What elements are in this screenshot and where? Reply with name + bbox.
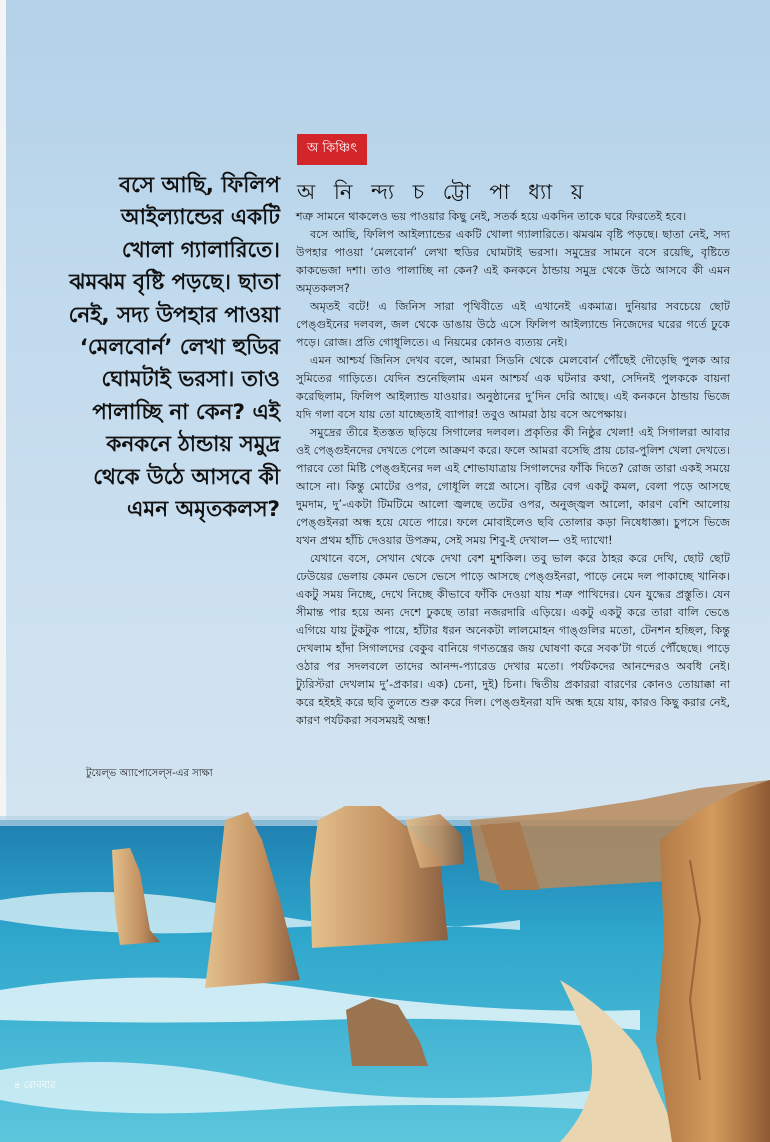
article-paragraph: সমুদ্রের তীরে ইতস্তত ছড়িয়ে সিগালের দলবল। প্রকৃতির কী নিষ্ঠুর খেলা! এই সিগালরা আবার ওই পেঙ্গুইনদের দেখতে পেলে আক্রমণ করে। ফলে আমরা বসেছি প্রায় চোর-পুলিশ খেলা দেখতে। পারবে তো মিষ্টি পেঙ্গুইনের দল এই শোভাযাত্রায় সিগালদের ফাঁকি দিতে? রোজ তারা একই সময়ে আসে না। কিন্তু মোটের ওপর, গোধূলি লগ্নে আসে। বৃষ্টির বেগ একটু কমল, বেলা পড়ে আসছে দুমদাম, দু’-একটা টিমটিমে আলো জ্বলছে তটের ওপর, অনুজ্জ্বল আলো, কারণ বেশি আলোয় পেঙ্গুইনরা অন্ধ হয়ে যেতে পারে। ফলে মোবাইলেও ছবি তোলার কড়া নিষেধাজ্ঞা। চুপসে ভিজে যখন প্রথম হাঁচি দেওয়ার উপক্রম, সেই সময় শিবু-ই দেখাল— ওই দ্যাখো! — [296, 426, 730, 547]
article-paragraph: বসে আছি, ফিলিপ আইল্যান্ডের একটি খোলা গ্যালারিতে। ঝমঝম বৃষ্টি পড়ছে। ছাতা নেই, সদ্য উপহার পাওয়া ‘মেলবোর্ন’ লেখা হুডির ঘোমটাই ভরসা। সমুদ্রের সামনে বসে রয়েছি, বৃষ্টিতে কাকভেজা দশা। তাও পালাচ্ছি না কেন? এই কনকনে ঠান্ডায় সমুদ্র থেকে উঠে আসবে কী এমন অমৃতকলস? — [296, 228, 730, 295]
coastline-photo — [0, 780, 770, 1142]
article-paragraph: শত্রু সামনে থাকলেও ভয় পাওয়ার কিছু নেই, সতর্ক হয়ে একদিন তাকে ঘরে ফিরতেই হবে। — [296, 210, 687, 223]
author-byline: অ নি ন্দ্য চ ট্টো পা ধ্যা য় — [297, 180, 590, 204]
article-paragraph: যেখানে বসে, সেখান থেকে দেখা বেশ মুশকিল। তবু ভাল করে ঠাহর করে দেখি, ছোট ছোট ঢেউয়ের ভেলায় কেমন ভেসে ভেসে পাড়ে আসছে পেঙ্গুইনরা, পাড়ে নেমে দল পাকাচ্ছে খানিক। একটু সময় নিচ্ছে, দেখে নিচ্ছে কীভাবে ফাঁকি দেওয়া যায় শত্রু পাখিদের। যেন যুদ্ধের প্রস্তুতি। যেন সীমান্ত পার হয়ে অন্য দেশে ঢুকছে তারা নজরদারি এড়িয়ে। একটু একটু করে তারা বালি ভেঙে এগিয়ে যায় টুকটুক পায়ে, হাঁটার ধরন অনেকটা লালমোহন গাঙ্গুলির মতো, টেনশন হচ্ছিল, কিন্তু দেখলাম হাঁদা সিগালদের বেকুব বানিয়ে গণতন্ত্রের জয় ঘোষণা করে সবক’টা গর্তে পৌঁছেছে। পাড়ে ওঠার পর সদলবলে তাদের আনন্দ-প্যারেড দেখার মতো। পর্যটকদের আনন্দেরও অবধি নেই। ট্যুরিস্টরা দেখলাম দু’-প্রকার। এক) চেনা, দুই) চিনা। দ্বিতীয় প্রকাররা বারণের কোনও তোয়াক্কা না করে হইহই করে ছবি তুলতে শুরু করে দিল। পেঙ্গুইনরা যদি অন্ধ হয়ে যায়, কারও কিছু করার নেই, কারণ পর্যটকরা সবসময়ই অন্ধ! — [296, 552, 730, 727]
photo-caption: টুয়েল্‌ভ অ্যাপোসেল্‌স-এর সাক্ষা — [86, 768, 213, 779]
article-paragraph: এমন আশ্চর্য জিনিস দেখব বলে, আমরা সিডনি থেকে মেলবোর্ন পৌঁছেই দৌড়েছি পুলক আর সুমিতের গাড়িতে। যেদিন শুনেছিলাম এমন আশ্চর্য এক ঘটনার কথা, সেদিনই পুলককে বায়না করেছিলাম, ফিলিপ আইল্যান্ড যাওয়ার। অনুষ্ঠানের দু’দিন দেরি আছে। এই কনকনে ঠান্ডায় ভিজে যদি গলা বসে যায় তো যাচ্ছেতাই ব্যাপার! তবুও আমরা ঠায় বসে অপেক্ষায়। — [296, 354, 730, 421]
page-folio: ৪ রোববার — [14, 1080, 56, 1091]
article-body — [296, 208, 730, 730]
section-tag: অ কিঞ্চিৎ — [297, 134, 367, 165]
article-paragraph: অমৃতই বটে! এ জিনিস সারা পৃথিবীতে এই এখানেই একমাত্র। দুনিয়ার সবচেয়ে ছোট পেঙ্গুইনের দলবল, জল থেকে ডাঙায় উঠে এসে ফিলিপ আইল্যান্ডে নিজেদের ঘরের গর্তে ঢুকে পড়ে। রোজ। প্রতি গোধূলিতে। এ নিয়মের কোনও ব্যত্যয় নেই। — [296, 300, 730, 349]
pull-quote: বসে আছি, ফিলিপ আইল্যান্ডের একটি খোলা গ্যালারিতে। ঝমঝম বৃষ্টি পড়ছে। ছাতা নেই, সদ্য উপহার পাওয়া ‘মেলবোর্ন’ লেখা হুডির ঘোমটাই ভরসা। তাও পালাচ্ছি না কেন? এই কনকনে ঠান্ডায় সমুদ্র থেকে উঠে আসবে কী এমন অমৃতকলস? — [68, 173, 280, 523]
